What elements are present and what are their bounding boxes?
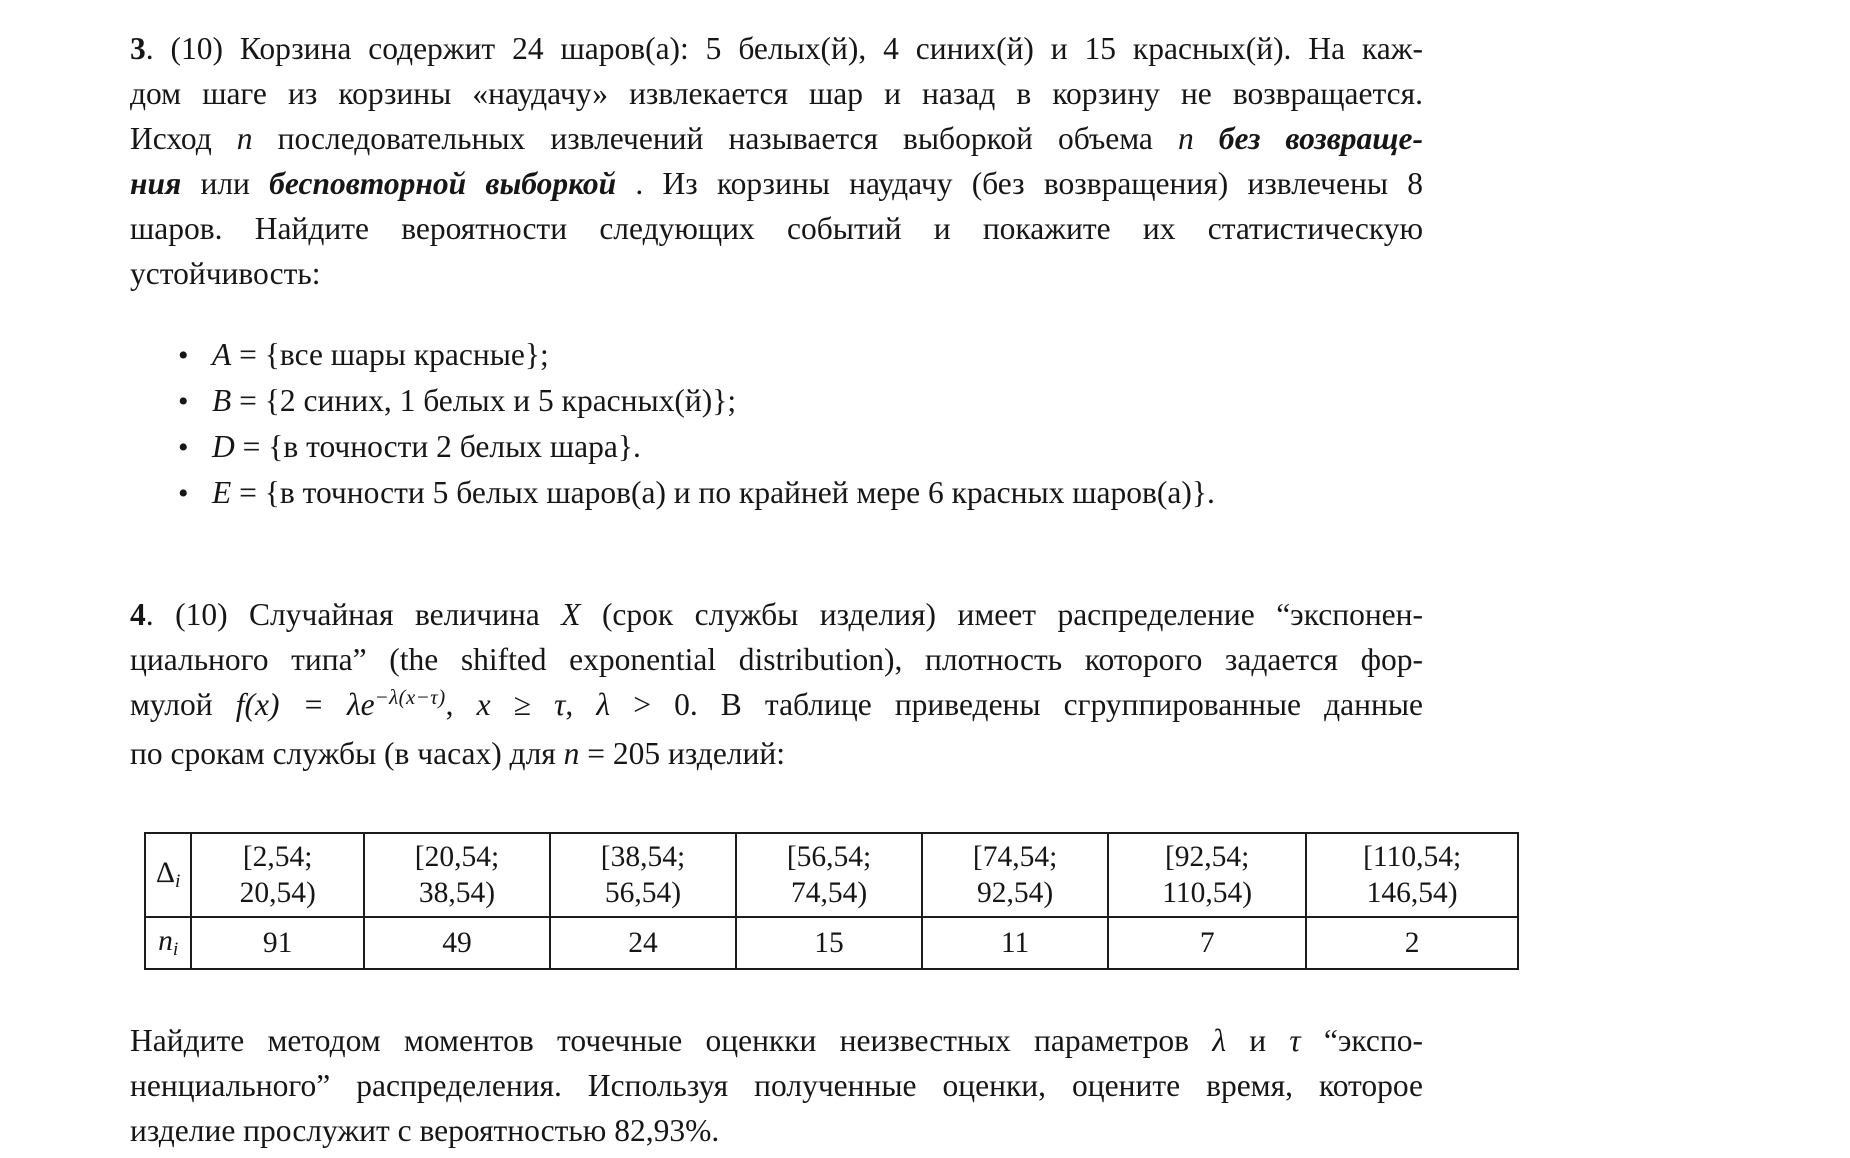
event-text: B = {2 синих, 1 белых и 5 красных(й)}; <box>212 383 737 418</box>
closing-line: ненциального” распределения. Используя полученные оценки, оцените время, которое <box>130 1068 1423 1103</box>
list-item-event-d <box>178 424 1423 470</box>
interval-cell: [2,54; 20,54) <box>191 833 364 917</box>
problem-3-line: дом шаге из корзины «наудачу» извлекается шар и назад в корзину не возвращается. <box>130 76 1423 111</box>
interval-cell: [74,54; 92,54) <box>922 833 1108 917</box>
problem-4-line: циального типа” (the shifted exponential distribution), плотность которого задается фор- <box>130 642 1423 677</box>
problem-3-line: устойчивость: <box>130 256 321 291</box>
count-cell: 91 <box>191 917 364 969</box>
event-text: E = {в точности 5 белых шаров(а) и по крайней мере 6 красных шаров(а)}. <box>212 475 1215 510</box>
count-cell: 11 <box>922 917 1108 969</box>
problem-4-line: по срокам службы (в часах) для n = 205 изделий: <box>130 736 785 771</box>
problem-3-line: шаров. Найдите вероятности следующих событий и покажите их статистическую <box>130 211 1423 246</box>
bullet-icon: • <box>178 385 189 418</box>
problem-3-line: 3. (10) Корзина содержит 24 шаров(а): 5 белых(й), 4 синих(й) и 15 красных(й). На каж- <box>130 31 1423 66</box>
count-cell: 7 <box>1108 917 1306 969</box>
problem-3-line: Исход n последовательных извлечений называется выборкой объема n без возвраще- <box>130 121 1423 156</box>
event-list <box>130 332 1423 516</box>
row-label-n: ni <box>145 917 191 969</box>
count-cell: 15 <box>736 917 922 969</box>
list-item-event-b <box>178 378 1423 424</box>
count-cell: 24 <box>550 917 736 969</box>
problem-3-line: ния или бесповторной выборкой . Из корзины наудачу (без возвращения) извлечены 8 <box>130 166 1423 201</box>
interval-cell: [56,54; 74,54) <box>736 833 922 917</box>
table-row-intervals <box>145 833 1518 917</box>
bullet-icon: • <box>178 477 189 510</box>
problem-4-line: мулой $f(x) = \lambda e^{-\lambda(x-\tau)}$, x ≥ τ, λ > 0. В таблице приведены сгруппированные данные <box>130 685 1424 722</box>
closing-line: Найдите методом моментов точечные оценкки неизвестных параметров λ и τ “экспо- <box>130 1023 1424 1058</box>
list-item-event-e <box>178 470 1423 516</box>
problem-4 <box>130 592 1423 776</box>
closing-line: изделие прослужит с вероятностью 82,93%. <box>130 1113 720 1148</box>
frequency-table <box>144 832 1519 970</box>
interval-cell: [92,54; 110,54) <box>1108 833 1306 917</box>
table-row-counts <box>145 917 1518 969</box>
event-text: D = {в точности 2 белых шара}. <box>212 429 641 464</box>
interval-cell: [110,54; 146,54) <box>1306 833 1518 917</box>
problem-3 <box>130 26 1423 296</box>
count-cell: 49 <box>364 917 550 969</box>
interval-cell: [38,54; 56,54) <box>550 833 736 917</box>
document-content <box>130 26 1462 1153</box>
interval-cell: [20,54; 38,54) <box>364 833 550 917</box>
count-cell: 2 <box>1306 917 1518 969</box>
bullet-icon: • <box>178 339 189 372</box>
bullet-icon: • <box>178 431 189 464</box>
row-label-delta: Δi <box>145 833 191 917</box>
list-item-event-a <box>178 332 1423 378</box>
problem-4-line: 4. (10) Случайная величина X (срок службы изделия) имеет распределение “экспонен- <box>130 597 1423 632</box>
event-text: A = {все шары красные}; <box>212 337 549 372</box>
closing-paragraph <box>130 1018 1423 1153</box>
